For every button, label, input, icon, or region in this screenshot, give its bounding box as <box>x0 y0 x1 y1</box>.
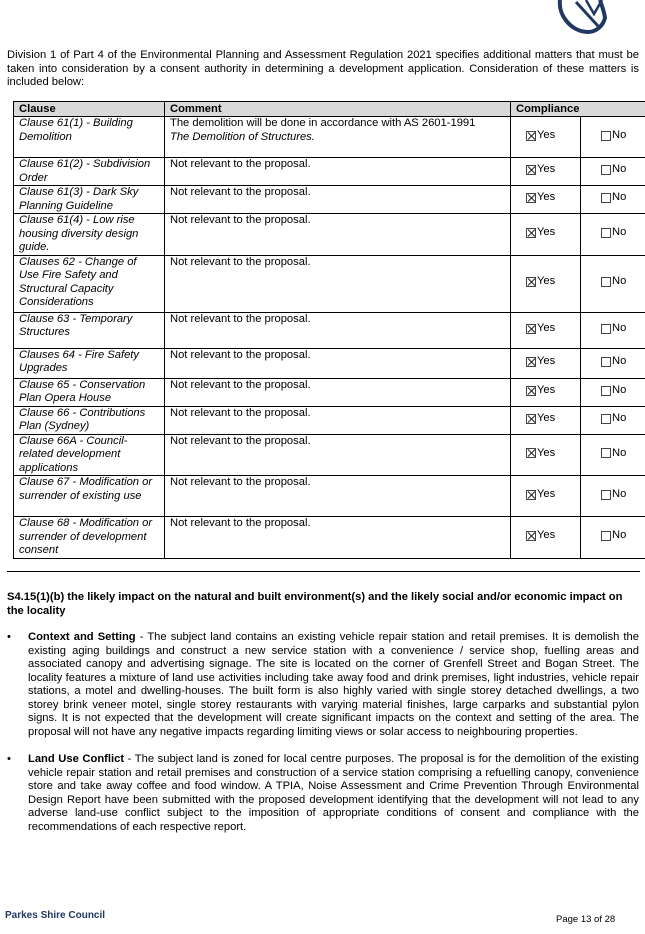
yes-checkbox[interactable] <box>526 226 555 240</box>
no-checkbox[interactable] <box>601 529 626 543</box>
checked-box-icon <box>526 448 536 458</box>
comment-text: Not relevant to the proposal. <box>170 158 311 170</box>
comment-text: The demolition will be done in accordance with AS 2601-1991 <box>170 117 476 129</box>
footer-org-name: Parkes Shire Council <box>5 910 106 921</box>
yes-checkbox[interactable] <box>526 412 555 426</box>
no-label: No <box>612 354 627 367</box>
table-row <box>14 117 645 158</box>
comment-text: Not relevant to the proposal. <box>170 378 311 391</box>
yes-cell <box>511 312 581 348</box>
no-cell <box>581 158 645 186</box>
yes-label: Yes <box>537 487 556 500</box>
empty-box-icon <box>601 386 611 396</box>
comment-italic-text: The Demolition of Structures. <box>170 130 315 143</box>
no-checkbox[interactable] <box>601 384 626 398</box>
table-header-row <box>14 102 645 117</box>
list-item <box>7 753 639 834</box>
clause-cell: Clause 67 - Modification or surrender of existing use <box>14 476 165 517</box>
clause-cell: Clause 68 - Modification or surrender of development consent <box>14 517 165 559</box>
checked-box-icon <box>526 490 536 500</box>
no-label: No <box>612 163 627 176</box>
yes-cell <box>511 476 581 517</box>
clause-cell: Clause 61(2) - Subdivision Order <box>14 158 165 186</box>
yes-label: Yes <box>537 275 556 288</box>
table-row <box>14 158 645 186</box>
no-checkbox[interactable] <box>601 488 626 502</box>
table-row <box>14 517 645 559</box>
no-cell <box>581 117 645 158</box>
checked-box-icon <box>526 131 536 141</box>
checked-box-icon <box>526 531 536 541</box>
bullet-text: - The subject land contains an existing vehicle repair station and retail premises. It is demolish the existing aging buildings and construct a new service station with a convenience / service shop, fuelling areas and associated canopy and advertising signage. The site is located on the corner of Grenfell Street and Bogan Street. The locality features a mixture of land use activities including take away food and drink premises, light industries, vehicle repair stations, a motel and dwelling-houses. The built form is also highly varied with single storey detached dwellings, a two storey brink veneer motel, single storey restaurants with varying material finishes, large carparks and substantial pylon signs. It is not expected that the development will create significant impacts on the context and setting of the area. The proposal will not have any negative impacts regarding limiting views or solar access to neighbouring properties. <box>28 631 639 738</box>
yes-checkbox[interactable] <box>526 322 555 336</box>
no-label: No <box>612 487 627 500</box>
no-cell <box>581 517 645 559</box>
empty-box-icon <box>601 448 611 458</box>
no-cell <box>581 348 645 378</box>
comment-header: Comment <box>165 102 511 117</box>
no-checkbox[interactable] <box>601 163 626 177</box>
no-cell <box>581 434 645 476</box>
no-cell <box>581 476 645 517</box>
yes-cell <box>511 406 581 434</box>
checked-box-icon <box>526 357 536 367</box>
comment-cell <box>165 406 511 434</box>
empty-box-icon <box>601 131 611 141</box>
clauses-table <box>13 101 645 559</box>
yes-cell <box>511 434 581 476</box>
table-row <box>14 406 645 434</box>
comment-text: Not relevant to the proposal. <box>170 214 311 226</box>
yes-checkbox[interactable] <box>526 529 555 543</box>
no-checkbox[interactable] <box>601 226 626 240</box>
yes-cell <box>511 158 581 186</box>
clause-cell: Clause 61(1) - Building Demolition <box>14 117 165 158</box>
checked-box-icon <box>526 193 536 203</box>
yes-checkbox[interactable] <box>526 384 555 398</box>
no-checkbox[interactable] <box>601 322 626 336</box>
yes-checkbox[interactable] <box>526 488 555 502</box>
yes-cell <box>511 186 581 214</box>
empty-box-icon <box>601 165 611 175</box>
no-cell <box>581 255 645 312</box>
clause-cell: Clause 66A - Council-related development applications <box>14 434 165 476</box>
table-row <box>14 255 645 312</box>
comment-text: Not relevant to the proposal. <box>170 186 311 198</box>
checked-box-icon <box>526 324 536 334</box>
no-label: No <box>612 411 627 424</box>
comment-cell <box>165 517 511 559</box>
table-row <box>14 476 645 517</box>
bullet-text: - The subject land is zoned for local centre purposes. The proposal is for the demolition of the existing vehicle repair station and retail premises and construction of a service station comprising a refuelling canopy, convenience store and take away coffee and food window. A TPIA, Noise Assessment and Crime Prevention Through Environmental Design Report have been submitted with the proposed development identifying that the development will not lead to any adverse land-use conflict subject to the imposition of appropriate conditions of consent and compliance with the recommendations of each respective report. <box>28 753 639 833</box>
council-logo-icon <box>556 0 608 38</box>
empty-box-icon <box>601 414 611 424</box>
no-label: No <box>612 321 627 334</box>
checked-box-icon <box>526 386 536 396</box>
clause-cell: Clauses 62 - Change of Use Fire Safety and Structural Capacity Considerations <box>14 255 165 312</box>
no-label: No <box>612 275 627 288</box>
yes-label: Yes <box>537 226 556 239</box>
no-cell <box>581 186 645 214</box>
empty-box-icon <box>601 531 611 541</box>
yes-cell <box>511 214 581 256</box>
no-label: No <box>612 446 627 459</box>
table-row <box>14 434 645 476</box>
no-cell <box>581 378 645 406</box>
comment-text: Not relevant to the proposal. <box>170 312 311 325</box>
yes-label: Yes <box>537 163 556 176</box>
yes-label: Yes <box>537 321 556 334</box>
checked-box-icon <box>526 414 536 424</box>
yes-checkbox[interactable] <box>526 355 555 369</box>
comment-text: Not relevant to the proposal. <box>170 434 311 447</box>
yes-cell <box>511 348 581 378</box>
clause-cell: Clause 63 - Temporary Structures <box>14 312 165 348</box>
no-cell <box>581 312 645 348</box>
checked-box-icon <box>526 165 536 175</box>
comment-cell <box>165 158 511 186</box>
no-checkbox[interactable] <box>601 412 626 426</box>
impact-bullet-list <box>7 631 639 848</box>
clause-cell: Clause 65 - Conservation Plan Opera House <box>14 378 165 406</box>
yes-label: Yes <box>537 354 556 367</box>
no-label: No <box>612 226 627 239</box>
comment-cell <box>165 255 511 312</box>
comment-cell <box>165 312 511 348</box>
clause-cell: Clauses 64 - Fire Safety Upgrades <box>14 348 165 378</box>
comment-cell <box>165 214 511 256</box>
yes-cell <box>511 378 581 406</box>
comment-cell <box>165 378 511 406</box>
yes-checkbox[interactable] <box>526 275 555 289</box>
table-row <box>14 378 645 406</box>
comment-cell <box>165 186 511 214</box>
empty-box-icon <box>601 193 611 203</box>
yes-label: Yes <box>537 446 556 459</box>
no-checkbox[interactable] <box>601 275 626 289</box>
yes-checkbox[interactable] <box>526 163 555 177</box>
comment-cell <box>165 117 511 158</box>
no-cell <box>581 214 645 256</box>
comment-text: Not relevant to the proposal. <box>170 255 311 268</box>
table-row <box>14 348 645 378</box>
yes-label: Yes <box>537 191 556 204</box>
empty-box-icon <box>601 357 611 367</box>
yes-label: Yes <box>537 411 556 424</box>
intro-paragraph: Division 1 of Part 4 of the Environmental Planning and Assessment Regulation 2021 specifies additional matters that must be taken into consideration by a consent authority in determining a development application. Consideration of these matters is included below: <box>7 49 639 88</box>
empty-box-icon <box>601 490 611 500</box>
no-label: No <box>612 383 627 396</box>
no-checkbox[interactable] <box>601 191 626 205</box>
clause-cell: Clause 61(4) - Low rise housing diversity design guide. <box>14 214 165 256</box>
comment-text: Not relevant to the proposal. <box>170 348 311 361</box>
yes-cell <box>511 117 581 158</box>
yes-label: Yes <box>537 529 556 542</box>
bullet-icon: • <box>7 753 11 765</box>
no-label: No <box>612 529 627 542</box>
no-checkbox[interactable] <box>601 129 626 143</box>
no-checkbox[interactable] <box>601 447 626 461</box>
compliance-header: Compliance <box>511 102 645 117</box>
no-cell <box>581 406 645 434</box>
bullet-lead: Context and Setting <box>28 631 136 643</box>
yes-checkbox[interactable] <box>526 129 555 143</box>
empty-box-icon <box>601 324 611 334</box>
section-divider <box>7 571 640 572</box>
yes-label: Yes <box>537 128 556 141</box>
clause-header: Clause <box>14 102 165 117</box>
page-number: Page 13 of 28 <box>556 914 616 925</box>
bullet-lead: Land Use Conflict <box>28 753 125 765</box>
section-heading: S4.15(1)(b) the likely impact on the natural and built environment(s) and the likely social and/or economic impact on the locality <box>7 591 623 617</box>
comment-text: Not relevant to the proposal. <box>170 406 311 419</box>
clause-cell: Clause 61(3) - Dark Sky Planning Guideline <box>14 186 165 214</box>
empty-box-icon <box>601 277 611 287</box>
table-row <box>14 312 645 348</box>
comment-cell <box>165 348 511 378</box>
yes-checkbox[interactable] <box>526 191 555 205</box>
checked-box-icon <box>526 228 536 238</box>
clause-cell: Clause 66 - Contributions Plan (Sydney) <box>14 406 165 434</box>
bullet-icon: • <box>7 631 11 643</box>
no-label: No <box>612 128 627 141</box>
comment-text: Not relevant to the proposal. <box>170 517 311 529</box>
no-label: No <box>612 191 627 204</box>
comment-cell <box>165 476 511 517</box>
no-checkbox[interactable] <box>601 355 626 369</box>
checked-box-icon <box>526 277 536 287</box>
list-item <box>7 631 639 739</box>
yes-label: Yes <box>537 383 556 396</box>
yes-cell <box>511 517 581 559</box>
yes-cell <box>511 255 581 312</box>
comment-text: Not relevant to the proposal. <box>170 476 311 488</box>
table-row <box>14 186 645 214</box>
comment-cell <box>165 434 511 476</box>
empty-box-icon <box>601 228 611 238</box>
table-row <box>14 214 645 256</box>
yes-checkbox[interactable] <box>526 447 555 461</box>
